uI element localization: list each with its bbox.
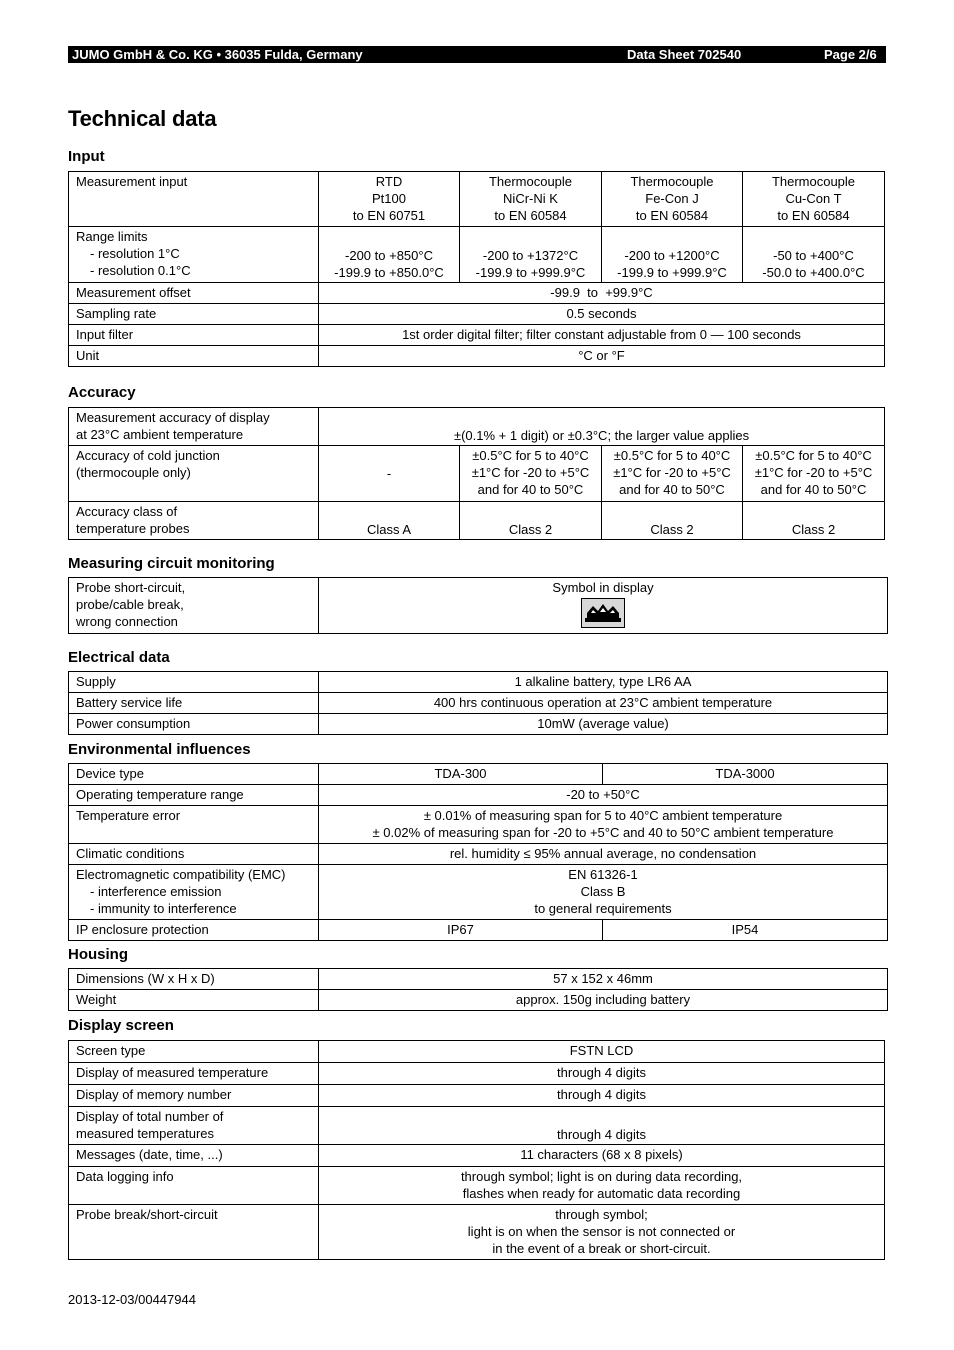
cell-value: -99.9 to +99.9°C bbox=[319, 283, 885, 304]
cell-value: 0.5 seconds bbox=[319, 304, 885, 325]
cell-value bbox=[319, 578, 888, 634]
section-housing-heading: Housing bbox=[68, 946, 128, 963]
row-label: Dimensions (W x H x D) bbox=[69, 969, 319, 990]
cell-value: 1st order digital filter; filter constant adjustable from 0 — 100 seconds bbox=[319, 325, 885, 346]
row-label: Climatic conditions bbox=[69, 844, 319, 865]
row-label: Device type bbox=[69, 764, 319, 785]
table-row bbox=[69, 325, 885, 346]
row-label: IP enclosure protection bbox=[69, 920, 319, 941]
table-row bbox=[69, 304, 885, 325]
row-label: Screen type bbox=[69, 1041, 319, 1063]
table-row bbox=[69, 1063, 885, 1085]
cell-value: through 4 digits bbox=[319, 1063, 885, 1085]
table-row bbox=[69, 672, 888, 693]
row-label: Display of measured temperature bbox=[69, 1063, 319, 1085]
table-row bbox=[69, 1085, 885, 1107]
table-row bbox=[69, 1107, 885, 1145]
cell-value: 11 characters (68 x 8 pixels) bbox=[319, 1145, 885, 1167]
row-label: Probe short-circuit, probe/cable break, wrong connection bbox=[69, 578, 319, 634]
table-row bbox=[69, 920, 888, 941]
row-label: Display of memory number bbox=[69, 1085, 319, 1107]
table-row bbox=[69, 446, 885, 502]
cell-value: FSTN LCD bbox=[319, 1041, 885, 1063]
table-row bbox=[69, 990, 888, 1011]
row-label: Operating temperature range bbox=[69, 785, 319, 806]
row-label: Supply bbox=[69, 672, 319, 693]
row-label: Sampling rate bbox=[69, 304, 319, 325]
row-label: Unit bbox=[69, 346, 319, 367]
section-display-heading: Display screen bbox=[68, 1017, 174, 1034]
cell-k: Thermocouple NiCr-Ni K to EN 60584 bbox=[460, 172, 602, 227]
table-row bbox=[69, 172, 885, 227]
cell-class-rtd: Class A bbox=[319, 502, 460, 540]
housing-table bbox=[68, 968, 888, 1011]
header-company: JUMO GmbH & Co. KG • 36035 Fulda, Germany bbox=[72, 47, 363, 62]
accuracy-table bbox=[68, 407, 885, 540]
cell-ip-3000: IP54 bbox=[603, 920, 888, 941]
section-environmental-heading: Environmental influences bbox=[68, 741, 251, 758]
row-label: Accuracy class of temperature probes bbox=[69, 502, 319, 540]
table-row bbox=[69, 1167, 885, 1205]
cell-value: 10mW (average value) bbox=[319, 714, 888, 735]
cell-class-k: Class 2 bbox=[460, 502, 602, 540]
display-table bbox=[68, 1040, 885, 1260]
cell-value: through 4 digits bbox=[319, 1085, 885, 1107]
header-page: Page 2/6 bbox=[824, 47, 877, 62]
range-label: Range limits bbox=[76, 229, 148, 244]
table-row bbox=[69, 764, 888, 785]
emc-sub2: - immunity to interference bbox=[90, 901, 237, 916]
cell-j: Thermocouple Fe-Con J to EN 60584 bbox=[602, 172, 743, 227]
cell-cold-rtd: - bbox=[319, 446, 460, 502]
cell-class-t: Class 2 bbox=[743, 502, 885, 540]
section-monitoring-heading: Measuring circuit monitoring bbox=[68, 555, 275, 572]
table-row bbox=[69, 502, 885, 540]
cell-rtd: RTD Pt100 to EN 60751 bbox=[319, 172, 460, 227]
row-label: Measurement input bbox=[69, 172, 319, 227]
cell-value: rel. humidity ≤ 95% annual average, no condensation bbox=[319, 844, 888, 865]
row-label: Measurement offset bbox=[69, 283, 319, 304]
table-row bbox=[69, 806, 888, 844]
monitoring-table bbox=[68, 577, 888, 634]
row-label: Power consumption bbox=[69, 714, 319, 735]
symbol-caption: Symbol in display bbox=[552, 580, 654, 595]
cell-range-t: -50 to +400°C -50.0 to +400.0°C bbox=[743, 227, 885, 283]
cell-ip-300: IP67 bbox=[319, 920, 603, 941]
environmental-table bbox=[68, 763, 888, 941]
row-label: Measurement accuracy of display at 23°C ambient temperature bbox=[69, 408, 319, 446]
table-row bbox=[69, 1041, 885, 1063]
cell-cold-j: ±0.5°C for 5 to 40°C ±1°C for -20 to +5°C and for 40 to 50°C bbox=[602, 446, 743, 502]
section-accuracy-heading: Accuracy bbox=[68, 384, 136, 401]
row-label: Probe break/short-circuit bbox=[69, 1205, 319, 1260]
emc-sub1: - interference emission bbox=[90, 884, 222, 899]
row-label bbox=[69, 227, 319, 283]
row-label: Display of total number of measured temperatures bbox=[69, 1107, 319, 1145]
cell-value: approx. 150g including battery bbox=[319, 990, 888, 1011]
cell-value: ±(0.1% + 1 digit) or ±0.3°C; the larger value applies bbox=[319, 408, 885, 446]
table-row bbox=[69, 1205, 885, 1260]
table-row bbox=[69, 408, 885, 446]
table-row bbox=[69, 865, 888, 920]
header-sheet: Data Sheet 702540 bbox=[627, 47, 742, 62]
cell-value: 57 x 152 x 46mm bbox=[319, 969, 888, 990]
table-row bbox=[69, 283, 885, 304]
page-title: Technical data bbox=[68, 106, 217, 131]
table-row bbox=[69, 578, 888, 634]
probe-break-symbol-icon bbox=[581, 598, 625, 628]
row-label: Temperature error bbox=[69, 806, 319, 844]
cell-value: through symbol; light is on during data recording, flashes when ready for automatic data recording bbox=[319, 1167, 885, 1205]
row-label: Accuracy of cold junction (thermocouple only) bbox=[69, 446, 319, 502]
cell-value: 1 alkaline battery, type LR6 AA bbox=[319, 672, 888, 693]
table-row bbox=[69, 693, 888, 714]
cell-value: 400 hrs continuous operation at 23°C ambient temperature bbox=[319, 693, 888, 714]
page-header bbox=[68, 46, 886, 63]
table-row bbox=[69, 227, 885, 283]
row-label bbox=[69, 865, 319, 920]
row-label: Battery service life bbox=[69, 693, 319, 714]
section-electrical-heading: Electrical data bbox=[68, 649, 170, 666]
cell-cold-k: ±0.5°C for 5 to 40°C ±1°C for -20 to +5°C and for 40 to 50°C bbox=[460, 446, 602, 502]
cell-value: ± 0.01% of measuring span for 5 to 40°C ambient temperature ± 0.02% of measuring span for -20 to +5°C and 40 to 50°C ambient temperature bbox=[319, 806, 888, 844]
section-input-heading: Input bbox=[68, 148, 105, 165]
table-row bbox=[69, 1145, 885, 1167]
row-label: Input filter bbox=[69, 325, 319, 346]
cell-value: °C or °F bbox=[319, 346, 885, 367]
row-label: Weight bbox=[69, 990, 319, 1011]
table-row bbox=[69, 844, 888, 865]
table-row bbox=[69, 346, 885, 367]
input-table bbox=[68, 171, 885, 367]
emc-label: Electromagnetic compatibility (EMC) bbox=[76, 867, 286, 882]
cell-value: -20 to +50°C bbox=[319, 785, 888, 806]
range-sub2: - resolution 0.1°C bbox=[90, 263, 191, 278]
cell-tda3000: TDA-3000 bbox=[603, 764, 888, 785]
range-sub1: - resolution 1°C bbox=[90, 246, 180, 261]
cell-value: EN 61326-1 Class B to general requirements bbox=[319, 865, 888, 920]
cell-tda300: TDA-300 bbox=[319, 764, 603, 785]
table-row bbox=[69, 969, 888, 990]
row-label: Data logging info bbox=[69, 1167, 319, 1205]
cell-class-j: Class 2 bbox=[602, 502, 743, 540]
row-label: Messages (date, time, ...) bbox=[69, 1145, 319, 1167]
cell-range-k: -200 to +1372°C -199.9 to +999.9°C bbox=[460, 227, 602, 283]
cell-value: through 4 digits bbox=[319, 1107, 885, 1145]
cell-value: through symbol; light is on when the sensor is not connected or in the event of a break or short-circuit. bbox=[319, 1205, 885, 1260]
table-row bbox=[69, 714, 888, 735]
cell-cold-t: ±0.5°C for 5 to 40°C ±1°C for -20 to +5°C and for 40 to 50°C bbox=[743, 446, 885, 502]
cell-range-rtd: -200 to +850°C -199.9 to +850.0°C bbox=[319, 227, 460, 283]
table-row bbox=[69, 785, 888, 806]
electrical-table bbox=[68, 671, 888, 735]
cell-t: Thermocouple Cu-Con T to EN 60584 bbox=[743, 172, 885, 227]
cell-range-j: -200 to +1200°C -199.9 to +999.9°C bbox=[602, 227, 743, 283]
footer-doc-id: 2013-12-03/00447944 bbox=[68, 1292, 196, 1307]
